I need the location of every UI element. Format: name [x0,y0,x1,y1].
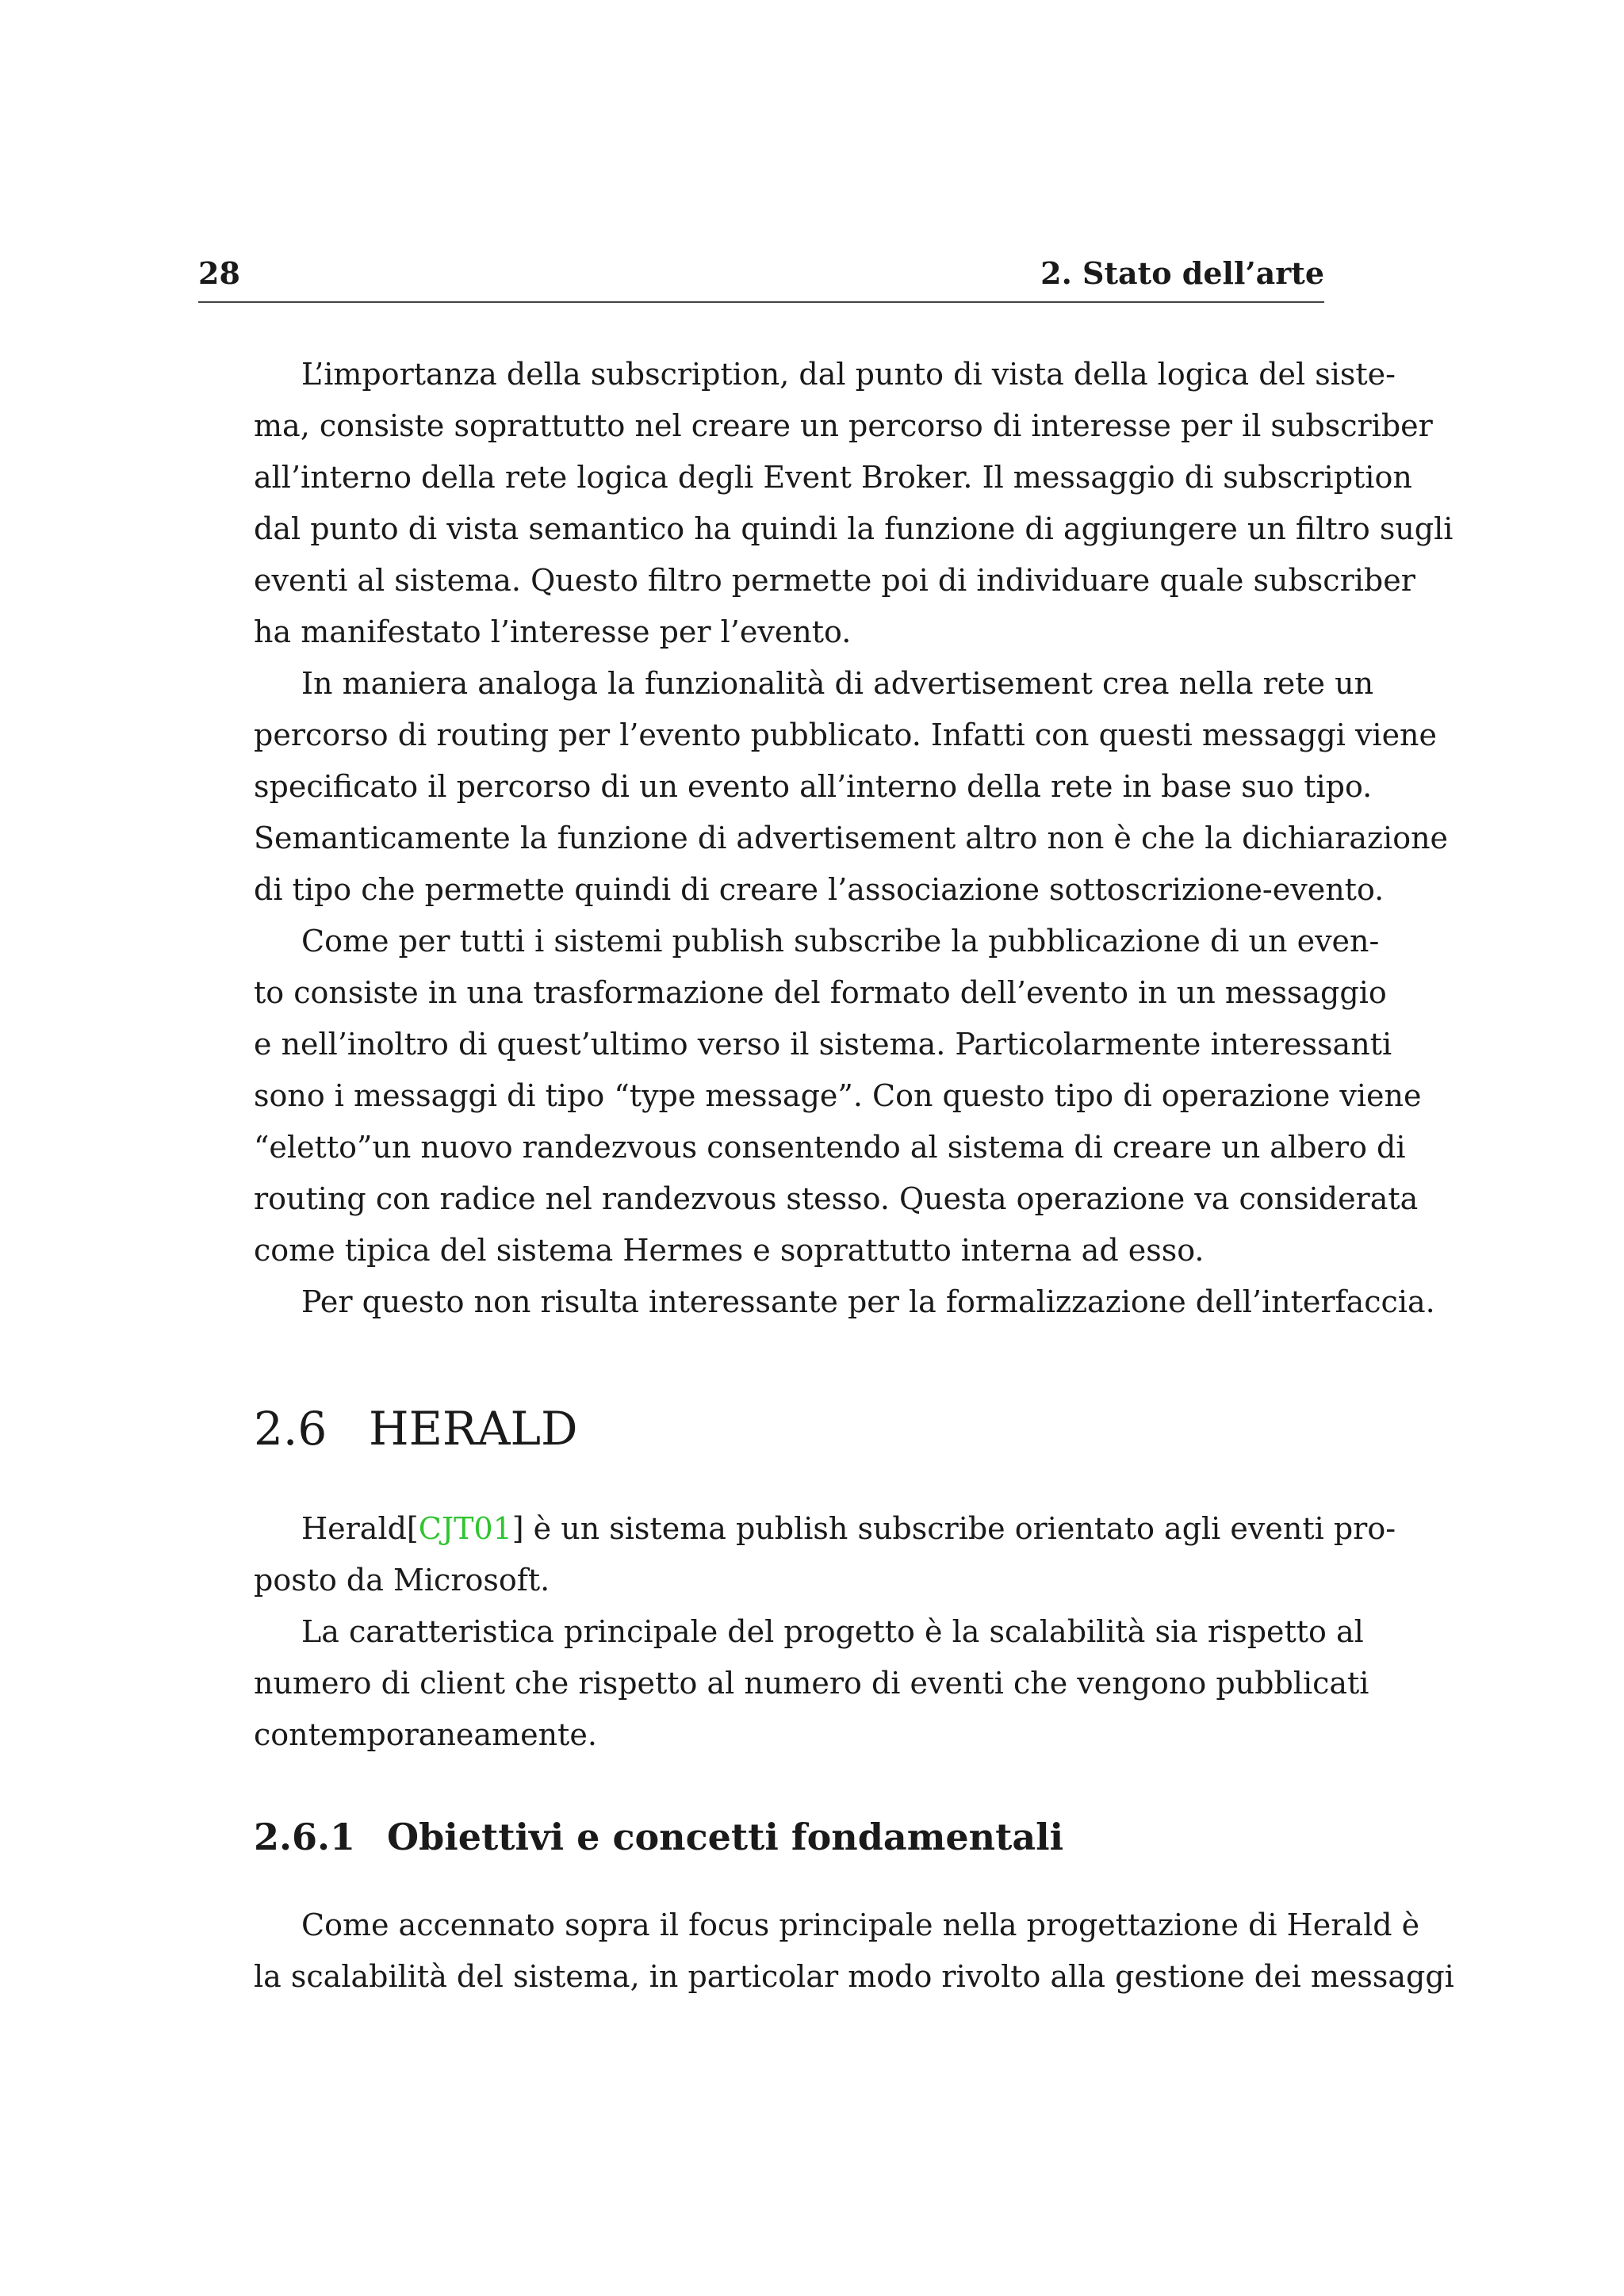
section-title: HERALD [369,1402,578,1456]
text-fragment: ] è un sistema publish subscribe orientato agli eventi pro- [511,1511,1396,1546]
text-line: La caratteristica principale del progetto è la scalabilità sia rispetto al [301,1614,1364,1649]
section-heading [254,1402,578,1456]
text-line: dal punto di vista semantico ha quindi la funzione di aggiungere un filtro sugli [254,511,1454,546]
paragraph-objectives [254,1900,1454,2003]
body-text-top [254,349,1454,1328]
text-line: Come per tutti i sistemi publish subscribe la pubblicazione di un even- [301,924,1380,959]
text-line: e nell’inoltro di quest’ultimo verso il sistema. Particolarmente interessanti [254,1027,1392,1062]
body-text-herald [254,1503,1396,1761]
text-line: percorso di routing per l’evento pubblicato. Infatti con questi messaggi viene [254,718,1438,752]
paragraph-herald-intro [254,1503,1396,1606]
paragraph-publication [254,916,1422,1276]
paragraph-subscription [254,349,1454,658]
chapter-title: 2. Stato dell’arte [1040,255,1324,291]
text-line: di tipo che permette quindi di creare l’associazione sottoscrizione-evento. [254,872,1385,907]
text-line: Semanticamente la funzione di advertisement altro non è che la dichiarazione [254,821,1449,855]
text-line: “eletto”un nuovo randezvous consentendo al sistema di creare un albero di [254,1130,1406,1165]
text-line: posto da Microsoft. [254,1563,550,1598]
text-line: specificato il percorso di un evento all’interno della rete in base suo tipo. [254,769,1373,804]
text-line [254,1503,1396,1555]
text-line: Come accennato sopra il focus principale nella progettazione di Herald è [301,1908,1420,1942]
text-line: to consiste in una trasformazione del formato dell’evento in un messaggio [254,975,1387,1010]
text-line: L’importanza della subscription, dal punto di vista della logica del siste- [301,357,1396,392]
text-line: Per questo non risulta interessante per la formalizzazione dell’interfaccia. [301,1284,1435,1319]
citation-link[interactable]: CJT01 [418,1511,512,1546]
paragraph-advertisement [254,658,1449,916]
text-line: sono i messaggi di tipo “type message”. Con questo tipo di operazione viene [254,1078,1422,1113]
text-line: all’interno della rete logica degli Event Broker. Il messaggio di subscription [254,460,1412,495]
paragraph-herald-scalability [254,1606,1369,1761]
text-line: ha manifestato l’interesse per l’evento. [254,614,852,649]
text-line: eventi al sistema. Questo filtro permette poi di individuare quale subscriber [254,563,1415,598]
running-header [198,255,1324,303]
page-number: 28 [198,255,240,291]
subsection-title: Obiettivi e concetti fondamentali [387,1816,1064,1858]
text-line: contemporaneamente. [254,1717,597,1752]
body-text-objectives [254,1900,1454,2003]
text-fragment: Herald[ [301,1511,419,1546]
text-line: routing con radice nel randezvous stesso. Questa operazione va considerata [254,1181,1419,1216]
text-line: ma, consiste soprattutto nel creare un percorso di interesse per il subscriber [254,408,1433,443]
text-line: come tipica del sistema Hermes e soprattutto interna ad esso. [254,1233,1205,1268]
text-line: numero di client che rispetto al numero di eventi che vengono pubblicati [254,1666,1369,1701]
paragraph-conclusion [254,1276,1435,1328]
subsection-heading [254,1816,1063,1858]
subsection-number: 2.6.1 [254,1816,356,1858]
text-line: In maniera analoga la funzionalità di advertisement crea nella rete un [301,666,1374,701]
section-number: 2.6 [254,1402,327,1456]
text-line: la scalabilità del sistema, in particolar modo rivolto alla gestione dei messaggi [254,1959,1454,1994]
